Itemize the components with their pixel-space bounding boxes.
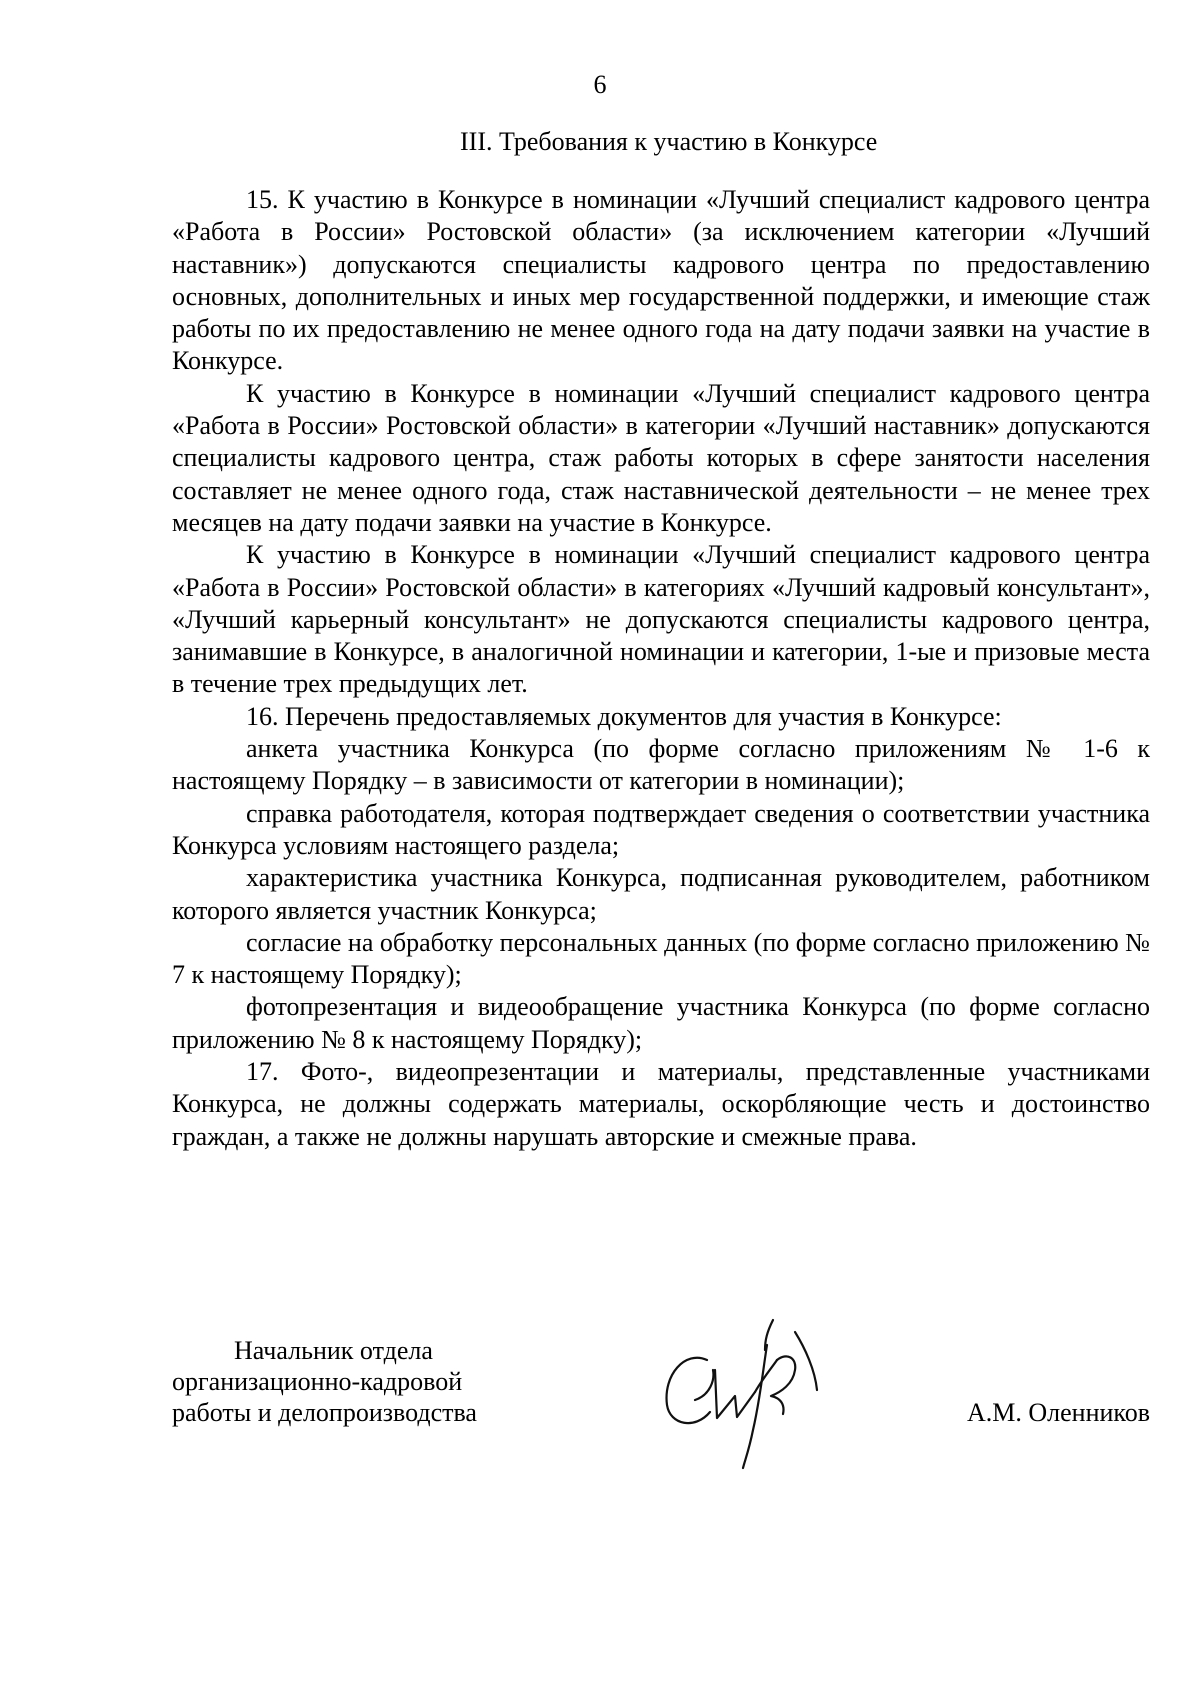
paragraph-consultant-categories: К участию в Конкурсе в номинации «Лучший специалист кадрового центра «Работа в России» Ростовской области» в категориях «Лучший кадровый консультант», «Лучший карьерный консультант» не допускаются специалисты кадрового центра, занимавшие в Конкурсе, в аналогичной номинации и категории, 1-ые и призовые места в течение трех предыдущих лет. — [172, 540, 1150, 699]
document-list-item-reference: характеристика участника Конкурса, подписанная руководителем, работником которого является участник Конкурса; — [172, 863, 1150, 925]
signer-name: А.М. Оленников — [966, 1398, 1150, 1427]
page-number: 6 — [593, 70, 607, 99]
document-list-item-questionnaire: анкета участника Конкурса (по форме согласно приложениям № 1-6 к настоящему Порядку – в зависимости от категории в номинации); — [172, 734, 1150, 796]
signatory-position — [172, 1335, 692, 1428]
paragraph-mentor-category: К участию в Конкурсе в номинации «Лучший специалист кадрового центра «Работа в России» Ростовской области» в категории «Лучший наставник» допускаются специалисты кадрового центра, стаж работы которых в сфере занятости населения составляет не менее одного года, стаж наставнической деятельности – не менее трех месяцев на дату подачи заявки на участие в Конкурсе. — [172, 378, 1150, 537]
section-title: III. Требования к участию в Конкурсе — [460, 127, 878, 156]
position-line: Начальник отдела — [234, 1336, 433, 1365]
document-body — [172, 184, 1150, 1153]
document-list-item-photo-video: фотопрезентация и видеообращение участника Конкурса (по форме согласно приложению № 8 к настоящему Порядку); — [172, 992, 1150, 1054]
document-list-item-employer-certificate: справка работодателя, которая подтверждает сведения о соответствии участника Конкурса условиям настоящего раздела; — [172, 798, 1150, 860]
position-line: организационно-кадровой — [172, 1367, 463, 1396]
position-line: работы и делопроизводства — [172, 1398, 477, 1427]
paragraph-16: 16. Перечень предоставляемых документов для участия в Конкурсе: — [246, 701, 1002, 731]
handwritten-signature — [655, 1300, 840, 1475]
document-list-item-data-consent: согласие на обработку персональных данных (по форме согласно приложению № 7 к настоящему Порядку); — [172, 927, 1150, 990]
paragraph-17: 17. Фото-, видеопрезентации и материалы, представленные участниками Конкурса, не должны содержать материалы, оскорбляющие честь и достоинство граждан, а также не должны нарушать авторские и смежные права. — [172, 1057, 1150, 1151]
paragraph-15: 15. К участию в Конкурсе в номинации «Лучший специалист кадрового центра «Работа в России» Ростовской области» (за исключением категории «Лучший наставник») допускаются специалисты кадрового центра по предоставлению основных, дополнительных и иных мер государственной поддержки, и имеющие стаж работы по их предоставлению не менее одного года на дату подачи заявки на участие в Конкурсе. — [172, 185, 1150, 376]
